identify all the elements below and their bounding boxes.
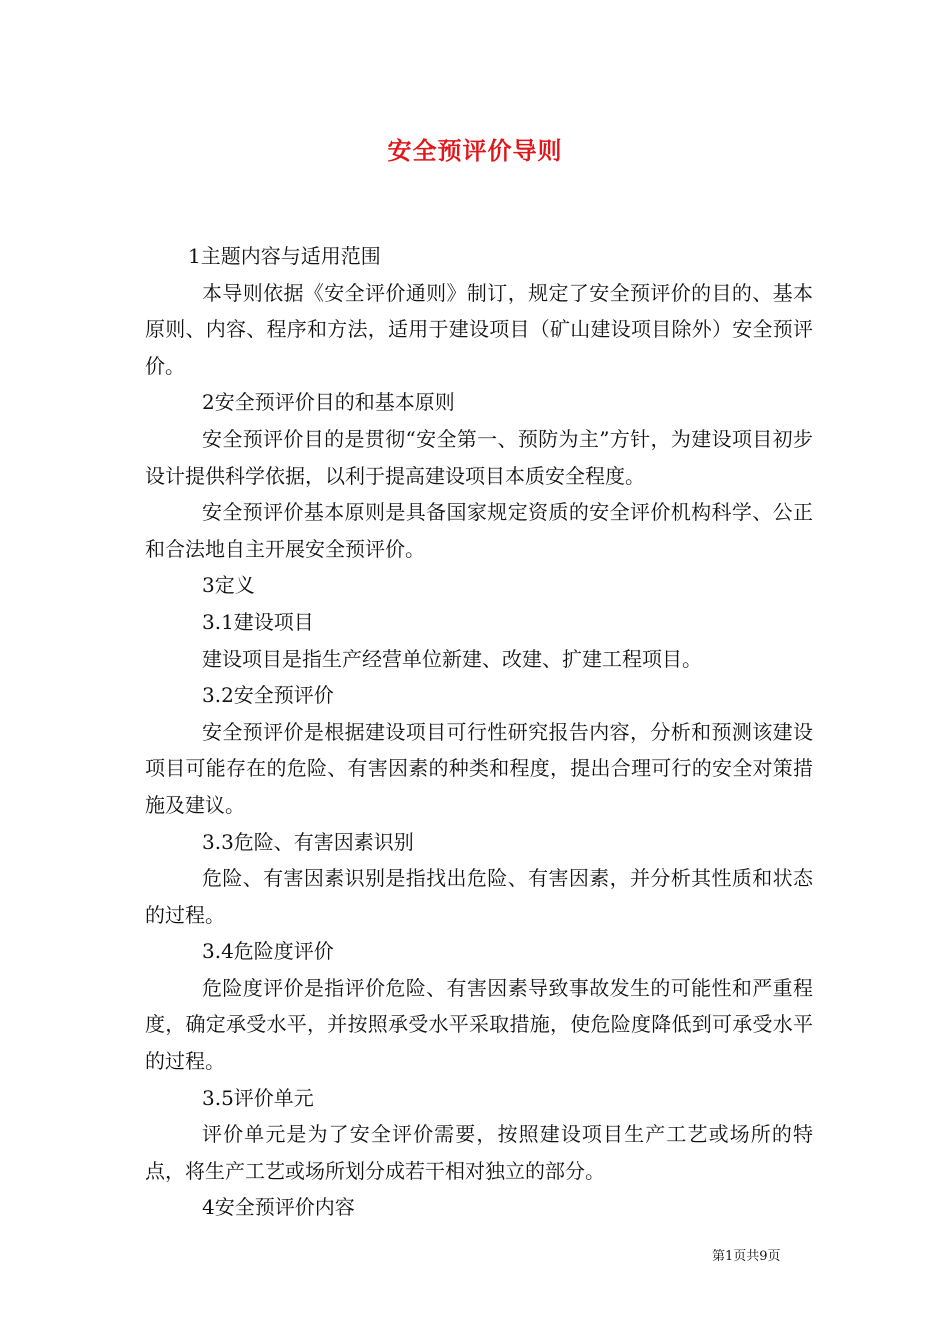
subsection-heading: 3.5评价单元 (202, 1085, 314, 1110)
section-heading: 3定义 (202, 573, 255, 598)
section-heading: 2安全预评价目的和基本原则 (202, 390, 455, 415)
paragraph: 危险度评价是指评价危险、有害因素导致事故发生的可能性和严重程度，确定承受水平，并按照承受水平采取措施，使危险度降低到可承受水平的过程。 (145, 975, 813, 1074)
paragraph: 评价单元是为了安全评价需要，按照建设项目生产工艺或场所的特点，将生产工艺或场所划分成若干相对独立的部分。 (145, 1122, 813, 1183)
document-title: 安全预评价导则 (387, 136, 563, 165)
paragraph: 危险、有害因素识别是指找出危险、有害因素，并分析其性质和状态的过程。 (145, 866, 813, 927)
paragraph: 安全预评价目的是贯彻“安全第一、预防为主”方针，为建设项目初步设计提供科学依据，以利于提高建设项目本质安全程度。 (145, 426, 813, 488)
paragraph: 安全预评价是根据建设项目可行性研究报告内容，分析和预测该建设项目可能存在的危险、有害因素的种类和程度，提出合理可行的安全对策措施及建议。 (145, 719, 813, 817)
section-heading: 1主题内容与适用范围 (188, 244, 381, 268)
subsection-heading: 3.2安全预评价 (202, 683, 334, 708)
paragraph: 本导则依据《安全评价通则》制订，规定了安全预评价的目的、基本原则、内容、程序和方法，适用于建设项目（矿山建设项目除外）安全预评价。 (145, 280, 813, 378)
subsection-heading: 3.3危险、有害因素识别 (202, 829, 414, 854)
subsection-heading: 3.1建设项目 (202, 609, 314, 634)
document-body (145, 238, 813, 1226)
paragraph: 建设项目是指生产经营单位新建、改建、扩建工程项目。 (202, 646, 702, 671)
section-heading: 4安全预评价内容 (202, 1195, 355, 1220)
paragraph: 安全预评价基本原则是具备国家规定资质的安全评价机构科学、公正和合法地自主开展安全预评价。 (145, 500, 813, 561)
subsection-heading: 3.4危险度评价 (202, 939, 334, 964)
page-number: 第1页共9页 (712, 1249, 781, 1264)
